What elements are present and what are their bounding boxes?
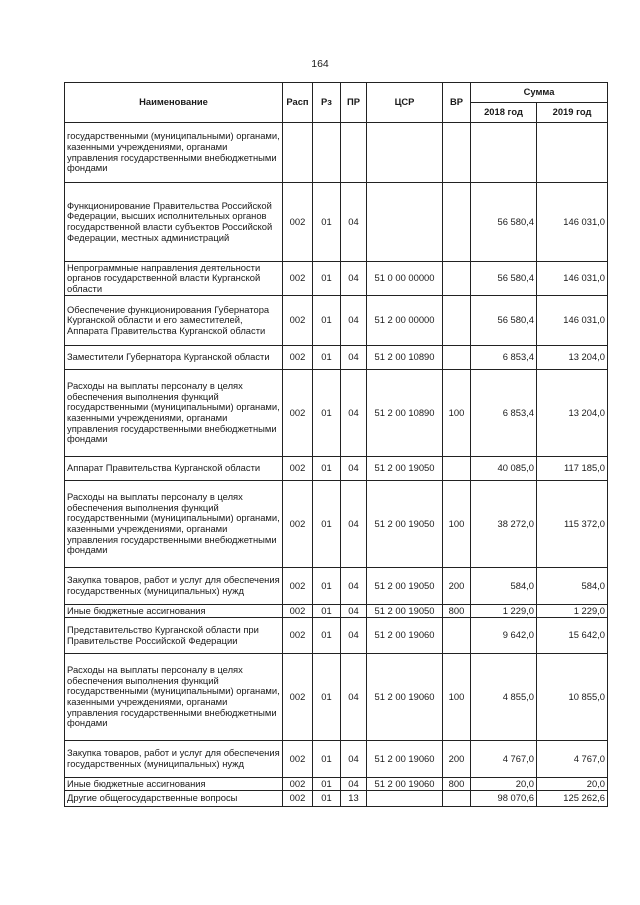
table-row xyxy=(65,605,608,618)
row-vr xyxy=(443,618,471,654)
row-name: Функционирование Правительства Российской Федерации, высших исполнительных органов государственной власти субъектов Российской Федерации, местных администраций xyxy=(65,183,283,262)
row-csr: 51 2 00 10890 xyxy=(367,370,443,457)
row-rz: 01 xyxy=(313,618,341,654)
table-row xyxy=(65,481,608,568)
row-2019: 13 204,0 xyxy=(537,370,608,457)
row-vr: 100 xyxy=(443,370,471,457)
page-number: 164 xyxy=(311,58,329,70)
row-name: Заместители Губернатора Курганской области xyxy=(65,346,283,370)
row-2019 xyxy=(537,123,608,183)
row-2019: 146 031,0 xyxy=(537,262,608,296)
row-csr: 51 2 00 00000 xyxy=(367,296,443,346)
row-vr: 200 xyxy=(443,568,471,605)
row-rz: 01 xyxy=(313,457,341,481)
table-row xyxy=(65,346,608,370)
row-2018 xyxy=(471,123,537,183)
row-csr xyxy=(367,183,443,262)
row-name: Расходы на выплаты персоналу в целях обеспечения выполнения функций государственными (муниципальными) органами, казенными учреждениями, органами управления государственными внебюджетными фондами xyxy=(65,370,283,457)
row-vr xyxy=(443,183,471,262)
header-sum: Сумма xyxy=(471,83,608,103)
row-2019: 1 229,0 xyxy=(537,605,608,618)
row-csr xyxy=(367,791,443,807)
row-rasp: 002 xyxy=(283,605,313,618)
row-rasp: 002 xyxy=(283,741,313,778)
row-rz: 01 xyxy=(313,568,341,605)
row-rasp: 002 xyxy=(283,618,313,654)
row-csr: 51 0 00 00000 xyxy=(367,262,443,296)
row-rz xyxy=(313,123,341,183)
row-name: Непрограммные направления деятельности органов государственной власти Курганской области xyxy=(65,262,283,296)
table-row xyxy=(65,183,608,262)
row-2018: 98 070,6 xyxy=(471,791,537,807)
header-vr: ВР xyxy=(443,83,471,123)
table-row xyxy=(65,370,608,457)
row-rasp: 002 xyxy=(283,262,313,296)
table-row xyxy=(65,791,608,807)
row-2018: 20,0 xyxy=(471,778,537,791)
row-2018: 4 767,0 xyxy=(471,741,537,778)
header-csr: ЦСР xyxy=(367,83,443,123)
header-name: Наименование xyxy=(65,83,283,123)
table-row xyxy=(65,123,608,183)
row-vr xyxy=(443,791,471,807)
row-vr: 800 xyxy=(443,778,471,791)
row-rz: 01 xyxy=(313,346,341,370)
row-pr: 04 xyxy=(341,296,367,346)
row-vr xyxy=(443,123,471,183)
row-2018: 584,0 xyxy=(471,568,537,605)
row-name: Закупка товаров, работ и услуг для обеспечения государственных (муниципальных) нужд xyxy=(65,741,283,778)
row-pr: 04 xyxy=(341,778,367,791)
row-rz: 01 xyxy=(313,778,341,791)
row-vr: 200 xyxy=(443,741,471,778)
row-pr: 04 xyxy=(341,618,367,654)
row-rasp: 002 xyxy=(283,568,313,605)
row-name: Иные бюджетные ассигнования xyxy=(65,778,283,791)
header-rz: Рз xyxy=(313,83,341,123)
row-vr xyxy=(443,346,471,370)
table-row xyxy=(65,262,608,296)
row-vr xyxy=(443,457,471,481)
table-row xyxy=(65,654,608,741)
row-2019: 115 372,0 xyxy=(537,481,608,568)
row-pr: 04 xyxy=(341,605,367,618)
row-rz: 01 xyxy=(313,481,341,568)
row-pr: 04 xyxy=(341,457,367,481)
row-csr: 51 2 00 19050 xyxy=(367,605,443,618)
row-rasp: 002 xyxy=(283,296,313,346)
row-2019: 20,0 xyxy=(537,778,608,791)
row-csr: 51 2 00 19060 xyxy=(367,618,443,654)
table-row xyxy=(65,457,608,481)
row-csr: 51 2 00 19050 xyxy=(367,457,443,481)
row-rasp: 002 xyxy=(283,481,313,568)
row-pr: 04 xyxy=(341,481,367,568)
row-2018: 4 855,0 xyxy=(471,654,537,741)
row-csr xyxy=(367,123,443,183)
row-pr xyxy=(341,123,367,183)
row-rasp: 002 xyxy=(283,654,313,741)
row-pr: 04 xyxy=(341,741,367,778)
row-csr: 51 2 00 19050 xyxy=(367,568,443,605)
row-name: Расходы на выплаты персоналу в целях обеспечения выполнения функций государственными (муниципальными) органами, казенными учреждениями, органами управления государственными внебюджетными фондами xyxy=(65,481,283,568)
row-2019: 146 031,0 xyxy=(537,183,608,262)
row-pr: 04 xyxy=(341,183,367,262)
row-rz: 01 xyxy=(313,296,341,346)
table-row xyxy=(65,296,608,346)
row-csr: 51 2 00 19060 xyxy=(367,778,443,791)
row-pr: 13 xyxy=(341,791,367,807)
row-2018: 56 580,4 xyxy=(471,183,537,262)
row-pr: 04 xyxy=(341,370,367,457)
row-2018: 56 580,4 xyxy=(471,262,537,296)
row-csr: 51 2 00 19060 xyxy=(367,741,443,778)
row-2019: 4 767,0 xyxy=(537,741,608,778)
row-rasp: 002 xyxy=(283,791,313,807)
row-2018: 40 085,0 xyxy=(471,457,537,481)
row-2018: 9 642,0 xyxy=(471,618,537,654)
row-rz: 01 xyxy=(313,741,341,778)
table-row xyxy=(65,568,608,605)
row-vr xyxy=(443,296,471,346)
row-pr: 04 xyxy=(341,262,367,296)
budget-table xyxy=(64,82,608,807)
row-pr: 04 xyxy=(341,568,367,605)
table-body xyxy=(65,123,608,807)
row-pr: 04 xyxy=(341,346,367,370)
row-name: Расходы на выплаты персоналу в целях обеспечения выполнения функций государственными (муниципальными) органами, казенными учреждениями, органами управления государственными внебюджетными фондами xyxy=(65,654,283,741)
row-rasp: 002 xyxy=(283,370,313,457)
table-row xyxy=(65,618,608,654)
row-rz: 01 xyxy=(313,605,341,618)
row-2019: 117 185,0 xyxy=(537,457,608,481)
table-row xyxy=(65,778,608,791)
row-2019: 13 204,0 xyxy=(537,346,608,370)
row-2019: 10 855,0 xyxy=(537,654,608,741)
row-2018: 38 272,0 xyxy=(471,481,537,568)
row-rz: 01 xyxy=(313,183,341,262)
row-2018: 56 580,4 xyxy=(471,296,537,346)
row-2019: 584,0 xyxy=(537,568,608,605)
header-2018: 2018 год xyxy=(471,103,537,123)
row-csr: 51 2 00 19060 xyxy=(367,654,443,741)
row-2018: 6 853,4 xyxy=(471,346,537,370)
row-2018: 6 853,4 xyxy=(471,370,537,457)
row-csr: 51 2 00 19050 xyxy=(367,481,443,568)
row-vr: 100 xyxy=(443,481,471,568)
row-rasp: 002 xyxy=(283,457,313,481)
row-2019: 146 031,0 xyxy=(537,296,608,346)
row-rasp xyxy=(283,123,313,183)
row-name: государственными (муниципальными) органами, казенными учреждениями, органами управления государственными внебюджетными фондами xyxy=(65,123,283,183)
row-2019: 125 262,6 xyxy=(537,791,608,807)
row-rz: 01 xyxy=(313,370,341,457)
row-name: Представительство Курганской области при Правительстве Российской Федерации xyxy=(65,618,283,654)
row-rasp: 002 xyxy=(283,346,313,370)
row-vr: 100 xyxy=(443,654,471,741)
row-csr: 51 2 00 10890 xyxy=(367,346,443,370)
row-vr: 800 xyxy=(443,605,471,618)
row-vr xyxy=(443,262,471,296)
row-2018: 1 229,0 xyxy=(471,605,537,618)
row-rz: 01 xyxy=(313,262,341,296)
header-2019: 2019 год xyxy=(537,103,608,123)
row-name: Иные бюджетные ассигнования xyxy=(65,605,283,618)
header-rasp: Расп xyxy=(283,83,313,123)
row-pr: 04 xyxy=(341,654,367,741)
row-2019: 15 642,0 xyxy=(537,618,608,654)
header-pr: ПР xyxy=(341,83,367,123)
table-row xyxy=(65,741,608,778)
row-name: Закупка товаров, работ и услуг для обеспечения государственных (муниципальных) нужд xyxy=(65,568,283,605)
row-rz: 01 xyxy=(313,791,341,807)
row-name: Аппарат Правительства Курганской области xyxy=(65,457,283,481)
row-name: Другие общегосударственные вопросы xyxy=(65,791,283,807)
row-rz: 01 xyxy=(313,654,341,741)
row-name: Обеспечение функционирования Губернатора Курганской области и его заместителей, Аппарата Правительства Курганской области xyxy=(65,296,283,346)
row-rasp: 002 xyxy=(283,778,313,791)
row-rasp: 002 xyxy=(283,183,313,262)
